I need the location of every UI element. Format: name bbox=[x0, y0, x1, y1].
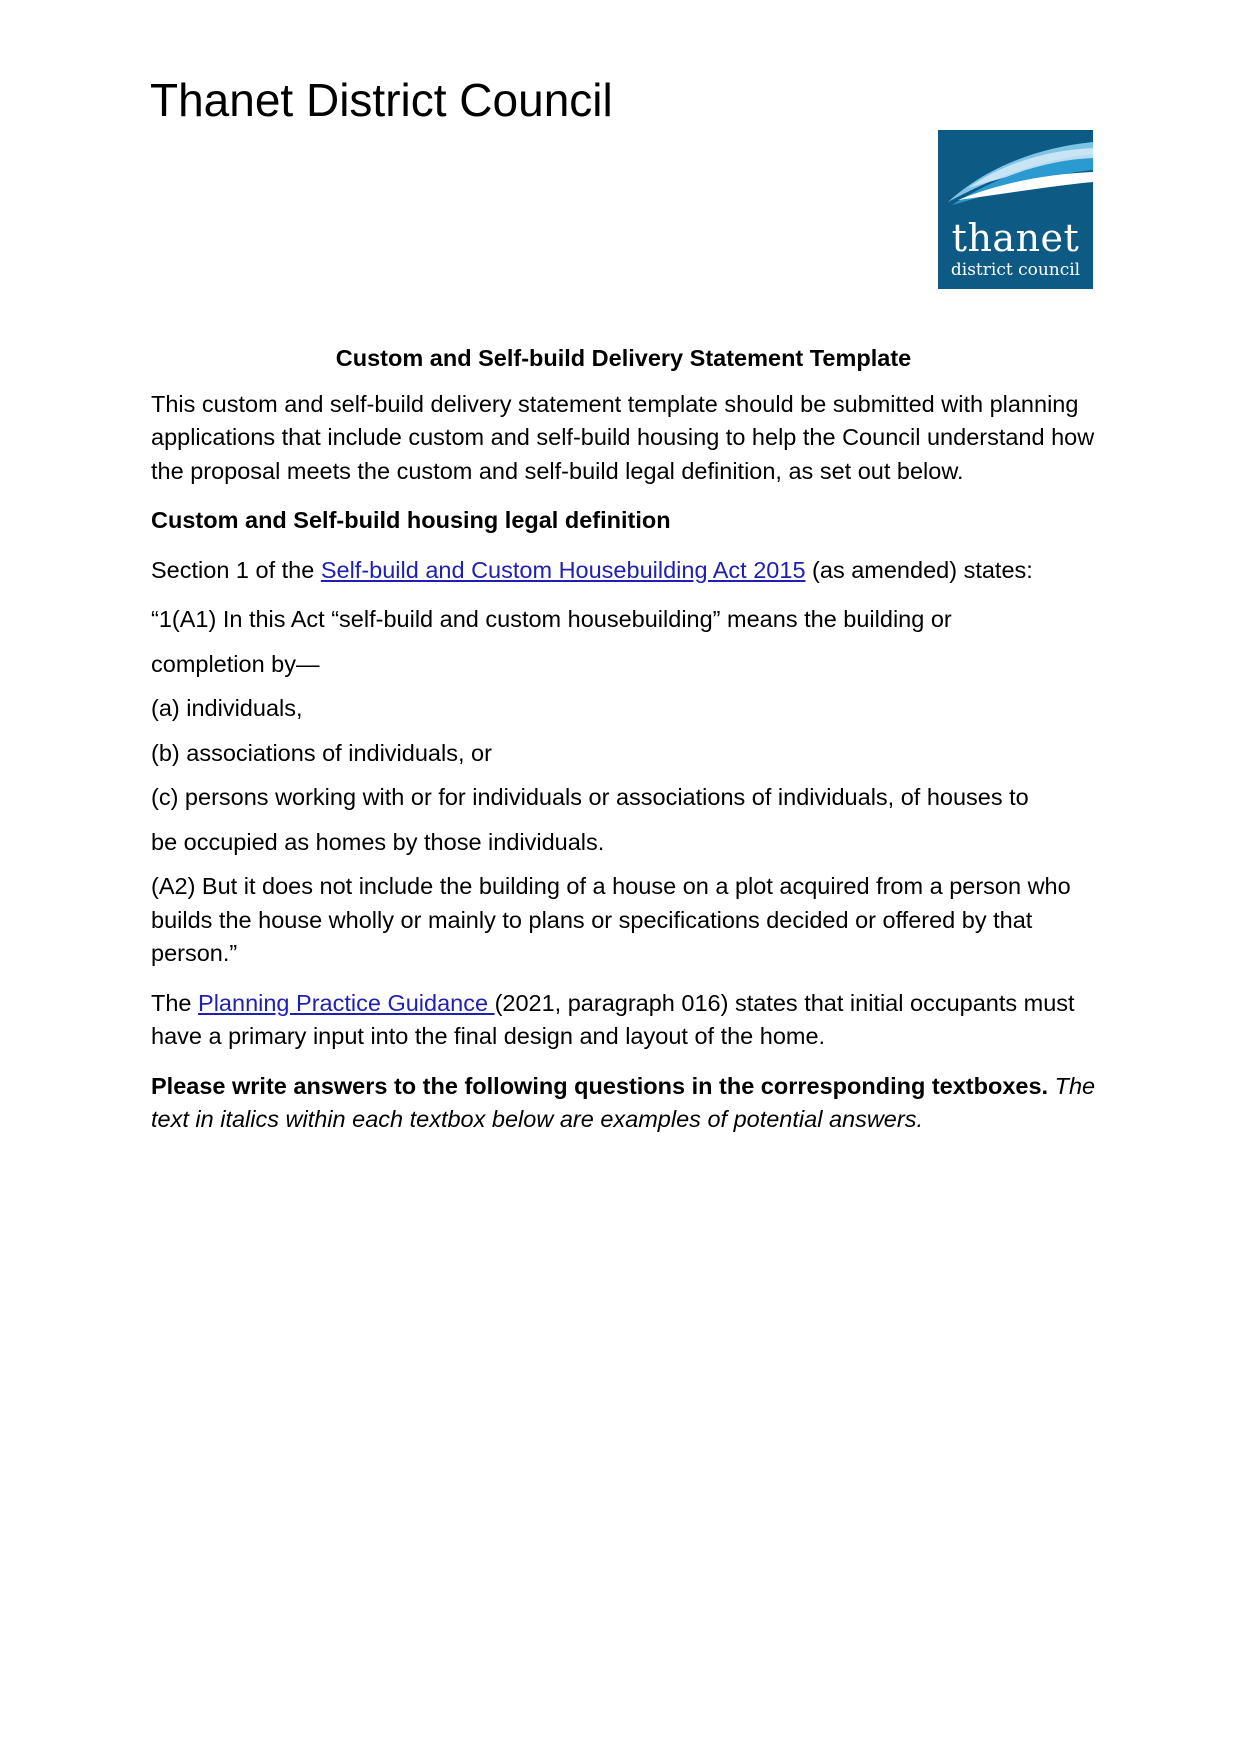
document-body bbox=[151, 342, 1096, 1153]
thanet-logo bbox=[938, 130, 1093, 289]
ppg-paragraph bbox=[151, 987, 1096, 1054]
definition-heading: Custom and Self-build housing legal definition bbox=[151, 507, 671, 533]
document-title: Custom and Self-build Delivery Statement Template bbox=[335, 345, 912, 371]
organisation-header: Thanet District Council bbox=[150, 74, 613, 126]
logo-subtitle: district council bbox=[950, 260, 1081, 280]
planning-practice-guidance-link[interactable]: Planning Practice Guidance bbox=[198, 989, 495, 1016]
quote-item-c-continued: be occupied as homes by those individuals. bbox=[151, 828, 605, 855]
instructions-bold: Please write answers to the following questions in the corresponding textboxes. bbox=[151, 1072, 1049, 1099]
a2-paragraph: (A2) But it does not include the building of a house on a plot acquired from a person who builds the house wholly or mainly to plans or specifications decided or offered by that person.” bbox=[151, 873, 1071, 966]
section-suffix: (as amended) states: bbox=[805, 556, 1033, 583]
section-paragraph bbox=[151, 554, 1096, 588]
quote-item-a: (a) individuals, bbox=[151, 695, 303, 721]
housebuilding-act-link[interactable]: Self-build and Custom Housebuilding Act 2015 bbox=[320, 556, 806, 583]
quote-line: “1(A1) In this Act “self-build and custom housebuilding” means the building or bbox=[151, 606, 952, 632]
quote-item-c: (c) persons working with or for individuals or associations of individuals, of houses to bbox=[151, 784, 1029, 810]
quote-line: completion by— bbox=[151, 650, 320, 677]
instructions-paragraph bbox=[151, 1070, 1096, 1137]
act-quote bbox=[151, 603, 1096, 859]
ppg-suffix: (2021, paragraph 016) states that initial occupants must have a primary input into the final design and layout of the home. bbox=[151, 989, 1075, 1049]
section-prefix: Section 1 of the bbox=[151, 556, 321, 583]
instructions-italic: The text in italics within each textbox below are examples of potential answers. bbox=[151, 1072, 1096, 1132]
quote-item-b: (b) associations of individuals, or bbox=[151, 739, 492, 766]
intro-paragraph: This custom and self-build delivery statement template should be submitted with planning applications that include custom and self-build housing to help the Council understand how the proposal meets the custom and self-build legal definition, as set out below. bbox=[151, 390, 1095, 484]
ppg-prefix: The bbox=[151, 989, 199, 1016]
logo-wordmark: thanet bbox=[951, 216, 1080, 260]
